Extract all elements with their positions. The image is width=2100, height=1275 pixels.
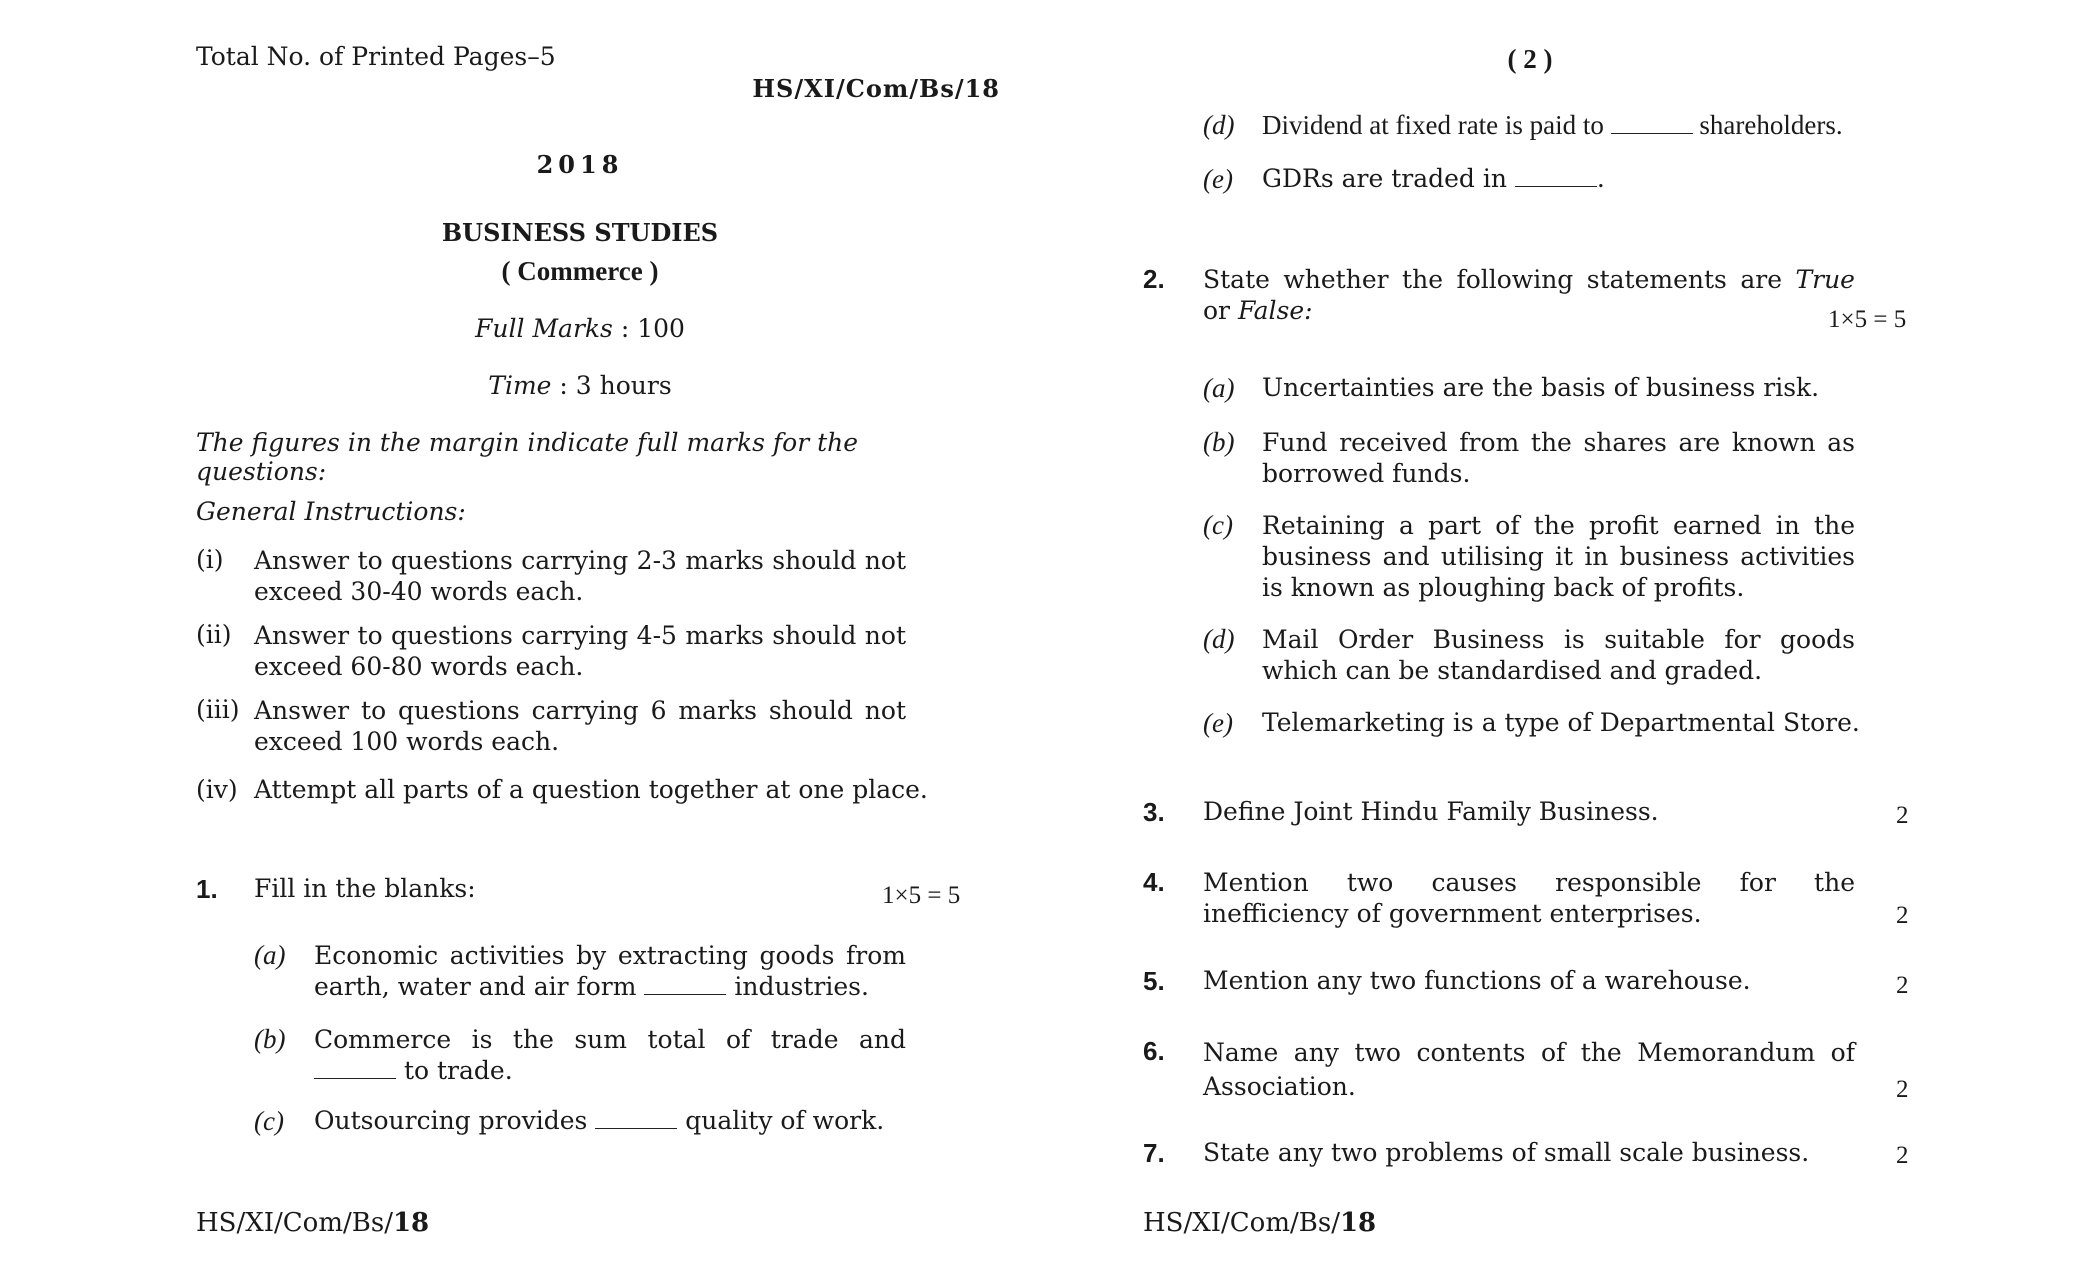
item-label: (b) (1203, 427, 1235, 457)
question-number: 6. (1143, 1036, 1165, 1066)
answer-blank (1611, 113, 1693, 134)
item-text: Dividend at fixed rate is paid to (1262, 110, 1604, 140)
item-text: industries. (734, 972, 869, 1001)
question-text: Fill in the blanks: (254, 874, 476, 903)
item-label: (c) (254, 1106, 284, 1136)
item-text: Commerce is the sum total of trade and (314, 1025, 906, 1054)
subject-title: BUSINESS STUDIES (441, 218, 719, 247)
question-marks: 2 (1896, 1076, 1909, 1103)
instruction-num: (iv) (196, 775, 238, 804)
margin-note: The figures in the margin indicate full marks for the questions: (196, 428, 859, 486)
time-allowed (380, 371, 780, 400)
instruction-text: Answer to questions carrying 6 marks should not exceed 100 words each. (254, 696, 906, 756)
question-marks: 1×5 = 5 (1828, 306, 1907, 333)
item-text: to trade. (403, 1056, 513, 1085)
question-marks: 2 (1896, 902, 1909, 929)
instruction-num: (ii) (196, 620, 232, 649)
item-label: (a) (254, 940, 286, 970)
full-marks-value: : 100 (620, 314, 685, 343)
question-text: Define Joint Hindu Family Business. (1203, 797, 1659, 826)
question-number: 4. (1143, 867, 1165, 897)
footer-code (1143, 1208, 1376, 1238)
instruction-text: Attempt all parts of a question together at one place. (254, 775, 928, 804)
item-text: . (1596, 164, 1605, 193)
exam-year: 2018 (536, 150, 624, 179)
fill-blank-item (1262, 164, 1762, 193)
instruction-num: (iii) (196, 695, 240, 724)
item-text: GDRs are traded in (1262, 164, 1507, 193)
item-text: quality of work. (685, 1106, 885, 1135)
instruction-text: Answer to questions carrying 2-3 marks should not exceed 30-40 words each. (254, 546, 906, 606)
question-text: Mention any two functions of a warehouse. (1203, 966, 1751, 995)
answer-blank (314, 1058, 396, 1079)
fill-blank-item (314, 1106, 954, 1135)
q2-text: State whether the following statements are (1203, 265, 1782, 294)
total-pages-note: Total No. of Printed Pages–5 (196, 42, 556, 71)
footer-code (196, 1208, 429, 1238)
instructions-title: General Instructions: (196, 497, 466, 526)
item-label: (d) (1203, 110, 1235, 140)
q2-true-word: True (1795, 265, 1855, 294)
q2-or-word: or (1203, 296, 1231, 325)
item-label: (d) (1203, 624, 1235, 654)
page-number: ( 2 ) (1507, 44, 1553, 74)
paper-code: HS/XI/Com/Bs/18 (752, 74, 1000, 103)
footer-code-prefix: HS/XI/Com/Bs/ (1143, 1208, 1340, 1238)
footer-code-num: 18 (392, 1208, 430, 1238)
stream-title: ( Commerce ) (501, 256, 659, 286)
question-marks: 2 (1896, 802, 1909, 829)
answer-blank (595, 1108, 677, 1129)
item-text: shareholders. (1699, 110, 1843, 140)
item-text: Economic activities by extracting goods from earth, water and air form (314, 941, 906, 1001)
fill-blank-item (1262, 110, 1862, 141)
fill-blank-item (314, 940, 906, 1002)
question-number: 5. (1143, 966, 1165, 996)
answer-blank (1515, 166, 1597, 187)
question-text (1203, 264, 1855, 326)
true-false-item: Fund received from the shares are known as borrowed funds. (1262, 428, 1855, 488)
instruction-text: Answer to questions carrying 4-5 marks should not exceed 60-80 words each. (254, 621, 906, 681)
question-number: 1. (196, 874, 218, 904)
true-false-item: Mail Order Business is suitable for goods which can be standardised and graded. (1262, 625, 1855, 685)
question-marks: 2 (1896, 972, 1909, 999)
footer-code-num: 18 (1339, 1208, 1377, 1238)
item-text: Outsourcing provides (314, 1106, 588, 1135)
question-number: 7. (1143, 1138, 1165, 1168)
full-marks (380, 314, 780, 343)
item-label: (e) (1203, 164, 1233, 194)
time-label: Time (488, 371, 552, 400)
q2-false-word: False: (1237, 296, 1313, 325)
question-number: 2. (1143, 264, 1165, 294)
item-label: (a) (1203, 373, 1235, 403)
true-false-item: Retaining a part of the profit earned in the business and utilising it in business activities is known as ploughing back of profits. (1262, 511, 1855, 602)
question-marks: 2 (1896, 1142, 1909, 1169)
footer-code-prefix: HS/XI/Com/Bs/ (196, 1208, 393, 1238)
instruction-num: (i) (196, 545, 224, 574)
time-value: : 3 hours (559, 371, 672, 400)
question-text: Mention two causes responsible for the inefficiency of government enterprises. (1203, 868, 1855, 928)
question-text: Name any two contents of the Memorandum of Association. (1203, 1038, 1855, 1101)
full-marks-label: Full Marks (475, 314, 613, 343)
question-marks: 1×5 = 5 (882, 882, 961, 909)
true-false-item: Uncertainties are the basis of business risk. (1262, 373, 1820, 402)
question-number: 3. (1143, 797, 1165, 827)
item-label: (b) (254, 1024, 286, 1054)
fill-blank-item (314, 1024, 906, 1086)
true-false-item: Telemarketing is a type of Departmental Store. (1262, 708, 1860, 737)
item-label: (e) (1203, 708, 1233, 738)
question-text: State any two problems of small scale business. (1203, 1138, 1810, 1167)
answer-blank (644, 974, 726, 995)
item-label: (c) (1203, 510, 1233, 540)
